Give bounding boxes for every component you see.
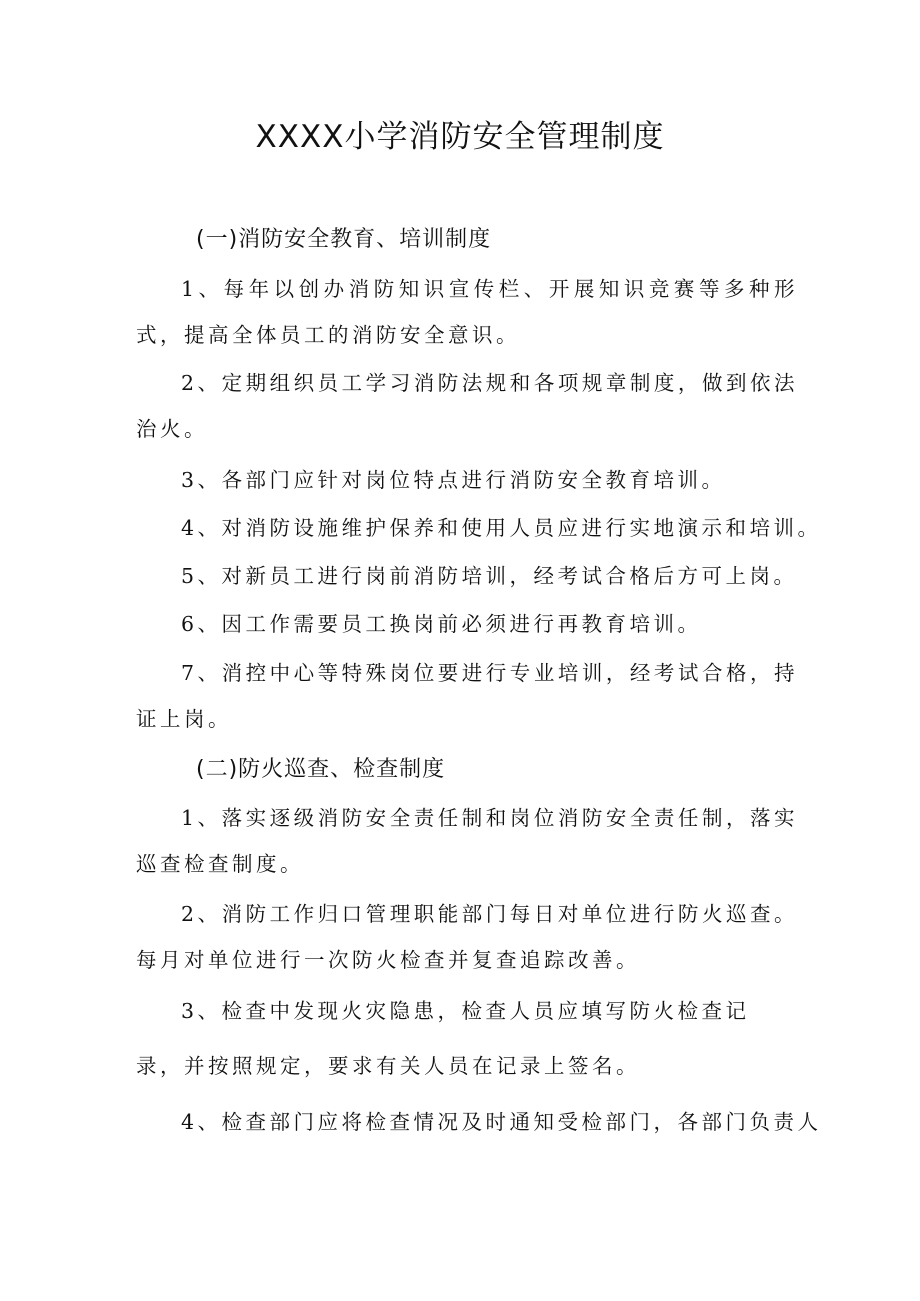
section1-item-1: 1、每年以创办消防知识宣传栏、开展知识竞赛等多种形式，提高全体员工的消防安全意识。 xyxy=(136,277,798,347)
section2-item-3-line-2: 录，并按照规定，要求有关人员在记录上签名。 xyxy=(136,1054,640,1078)
section1-item-3: 3、各部门应针对岗位特点进行消防安全教育培训。 xyxy=(181,468,726,492)
section1-item-7: 7、消控中心等特殊岗位要进行专业培训，经考试合格，持证上岗。 xyxy=(136,661,798,731)
section2-item-2: 2、消防工作归口管理职能部门每日对单位进行防火巡查。每月对单位进行一次防火检查并复查追踪改善。 xyxy=(136,902,798,972)
section1-item-5: 5、对新员工进行岗前消防培训，经考试合格后方可上岗。 xyxy=(181,564,798,588)
section2-item-3-line-1: 3、检查中发现火灾隐患，检查人员应填写防火检查记 xyxy=(181,999,750,1023)
section2-item-4-line-1: 4、检查部门应将检查情况及时通知受检部门，各部门负责人 xyxy=(181,1110,822,1134)
section-heading-2: (二)防火巡查、检查制度 xyxy=(196,757,446,782)
document-title: XXXX小学消防安全管理制度 xyxy=(255,119,665,155)
section1-item-2: 2、定期组织员工学习消防法规和各项规章制度，做到依法治火。 xyxy=(136,371,798,441)
section-heading-1: (一)消防安全教育、培训制度 xyxy=(196,227,492,252)
section2-item-1: 1、落实逐级消防安全责任制和岗位消防安全责任制，落实巡查检查制度。 xyxy=(136,806,798,876)
section1-item-6: 6、因工作需要员工换岗前必须进行再教育培训。 xyxy=(181,612,702,636)
section1-item-4: 4、对消防设施维护保养和使用人员应进行实地演示和培训。 xyxy=(181,516,822,540)
